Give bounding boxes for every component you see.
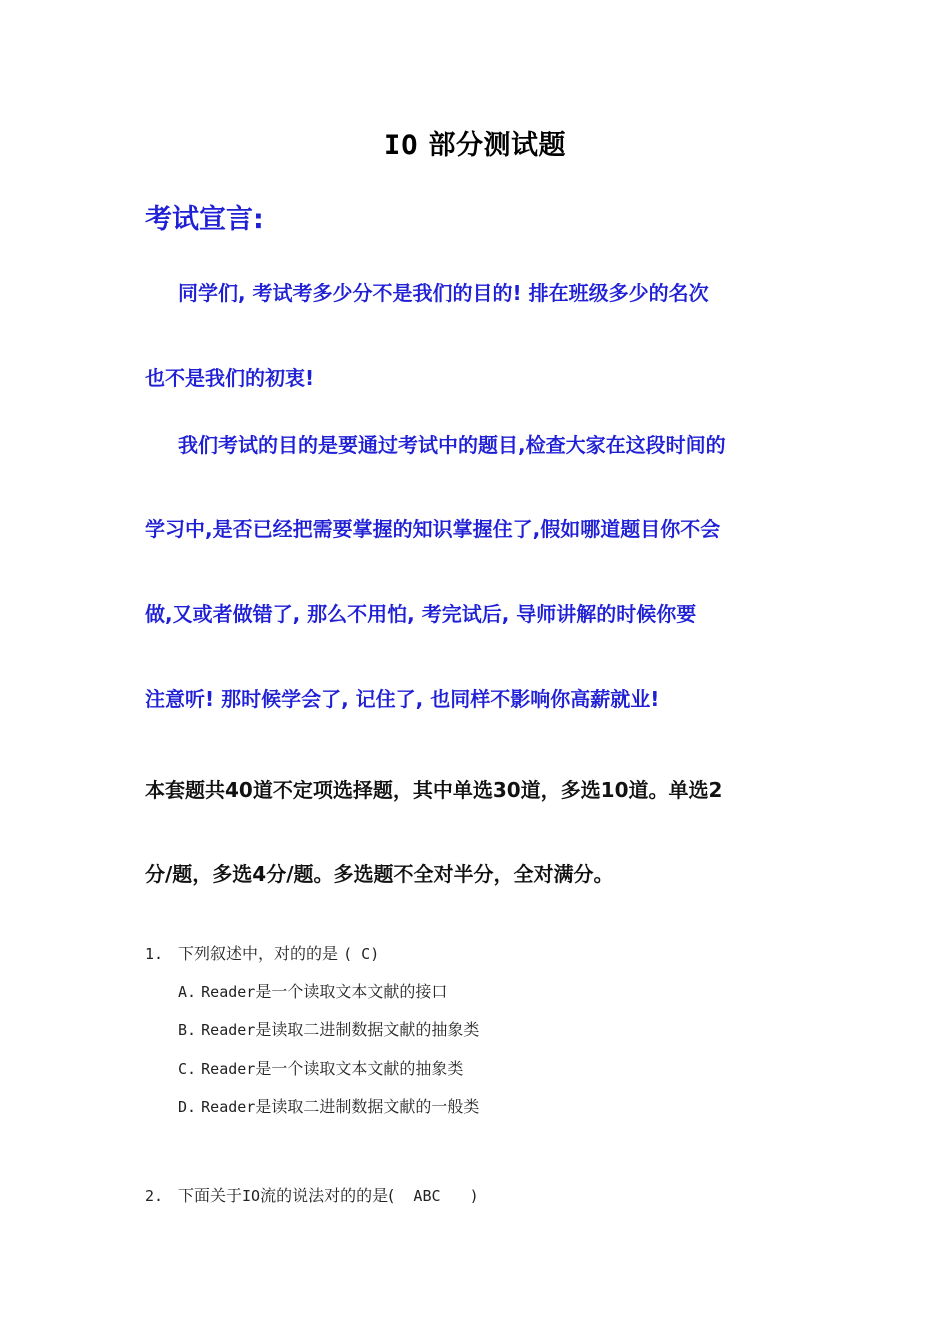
option-text: 是一个读取文本文献的接口 bbox=[255, 982, 448, 1001]
question-close-paren: ) bbox=[469, 1187, 479, 1205]
option-a bbox=[178, 980, 447, 1004]
option-letter: D. bbox=[178, 1098, 197, 1116]
declaration-line-6: 注意听! 那时候学会了, 记住了, 也同样不影响你高薪就业! bbox=[145, 687, 660, 711]
title-text: 部分测试题 bbox=[428, 130, 566, 161]
option-code: Reader bbox=[201, 1098, 256, 1116]
option-d bbox=[178, 1095, 479, 1119]
question-text: 下列叙述中，对的的是 bbox=[178, 944, 339, 963]
declaration-line-3: 我们考试的目的是要通过考试中的题目,检查大家在这段时间的 bbox=[178, 433, 726, 457]
title-prefix: IO bbox=[384, 130, 419, 161]
question-number: 1. bbox=[145, 945, 164, 963]
option-text: 是读取二进制数据文献的抽象类 bbox=[255, 1020, 480, 1039]
option-text: 是一个读取文本文献的抽象类 bbox=[255, 1059, 464, 1078]
option-letter: C. bbox=[178, 1060, 197, 1078]
option-code: Reader bbox=[201, 1060, 256, 1078]
question-number: 2. bbox=[145, 1187, 164, 1205]
option-code: Reader bbox=[201, 1021, 256, 1039]
option-b bbox=[178, 1018, 479, 1042]
option-text: 是读取二进制数据文献的一般类 bbox=[255, 1097, 480, 1116]
option-letter: A. bbox=[178, 983, 197, 1001]
question-text-after: 流的说法对的的是( bbox=[260, 1186, 395, 1205]
exam-info-line-2: 分/题，多选4分/题。多选题不全对半分，全对满分。 bbox=[145, 862, 614, 886]
declaration-line-2: 也不是我们的初衷! bbox=[145, 366, 315, 390]
option-code: Reader bbox=[201, 983, 256, 1001]
declaration-heading: 考试宣言: bbox=[145, 204, 264, 235]
declaration-line-1: 同学们, 考试考多少分不是我们的目的! 排在班级多少的名次 bbox=[178, 281, 709, 305]
question-text-before: 下面关于 bbox=[178, 1186, 243, 1205]
declaration-line-4: 学习中,是否已经把需要掌握的知识掌握住了,假如哪道题目你不会 bbox=[145, 517, 721, 541]
page-title bbox=[0, 126, 950, 166]
option-c bbox=[178, 1057, 463, 1081]
question-answer: ( C) bbox=[343, 945, 380, 963]
question-answer: ABC bbox=[413, 1187, 441, 1205]
question-2 bbox=[145, 1184, 479, 1208]
question-code: IO bbox=[242, 1187, 261, 1205]
exam-info-line-1: 本套题共40道不定项选择题，其中单选30道，多选10道。单选2 bbox=[145, 778, 723, 802]
option-letter: B. bbox=[178, 1021, 197, 1039]
declaration-line-5: 做,又或者做错了, 那么不用怕, 考完试后, 导师讲解的时候你要 bbox=[145, 602, 697, 626]
question-1 bbox=[145, 942, 379, 966]
